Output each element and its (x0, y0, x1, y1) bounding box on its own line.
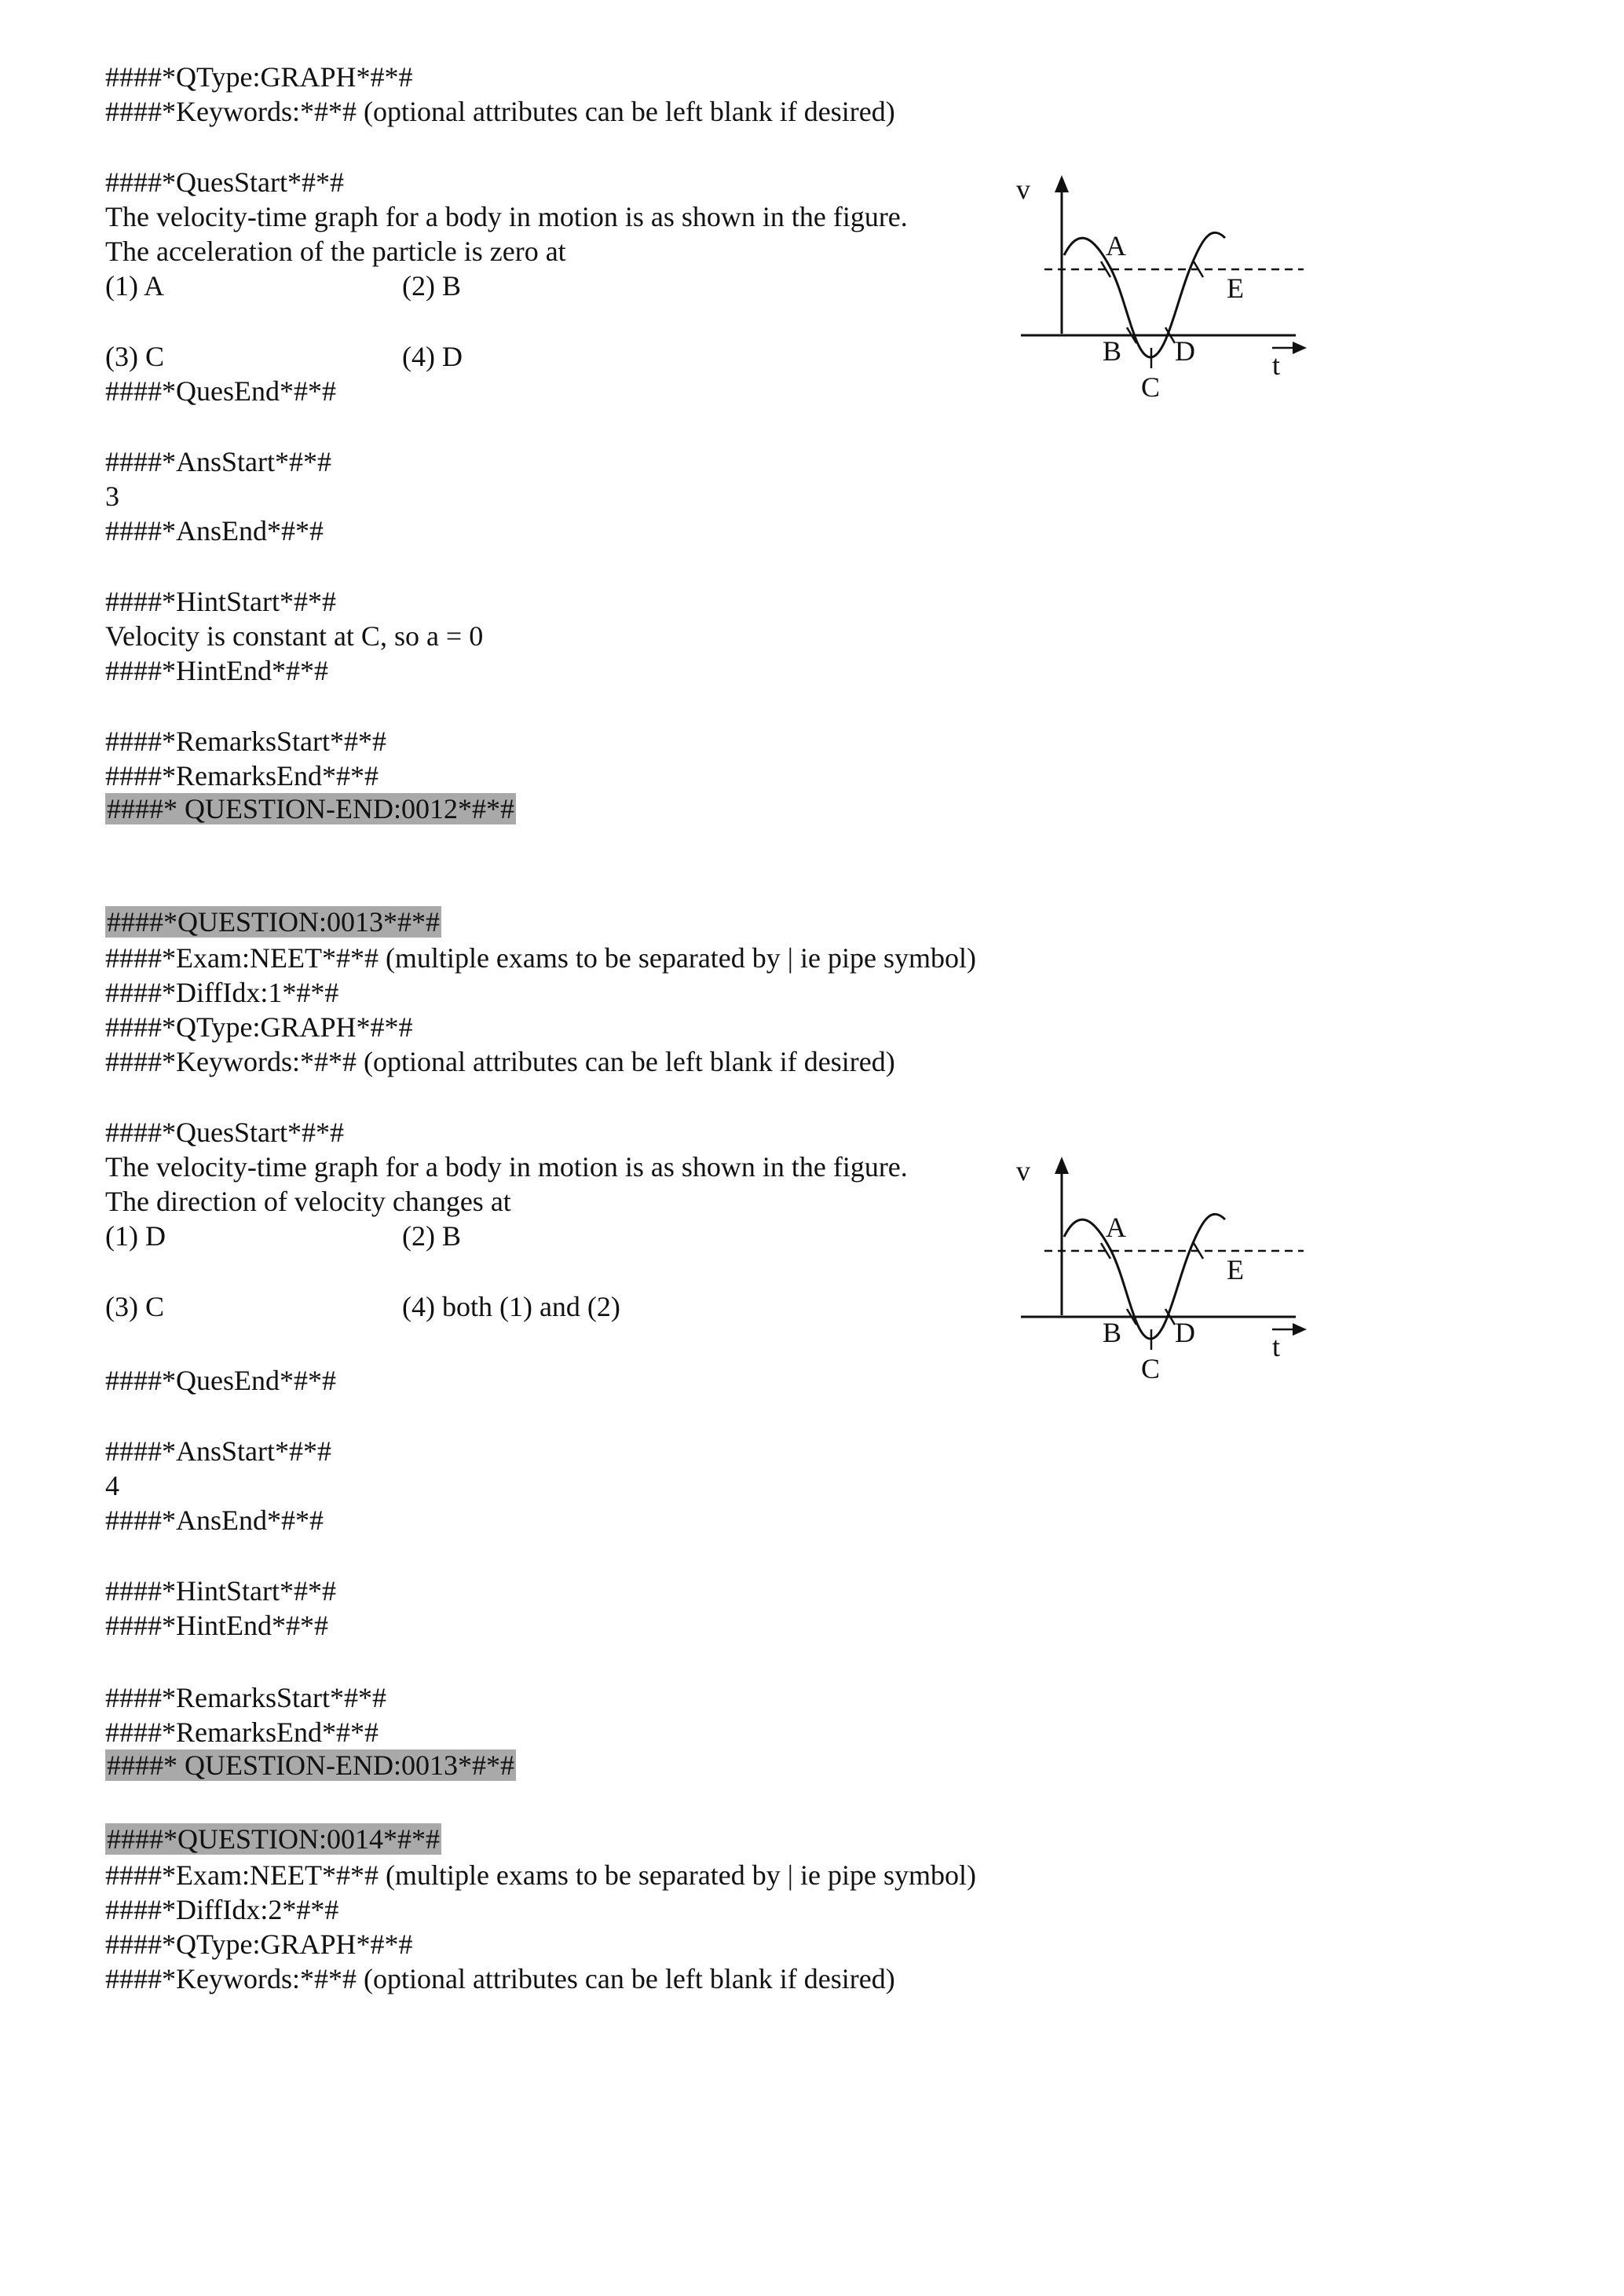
q13-option-3: (3) C (105, 1291, 164, 1322)
q13-difficulty: ####*DiffIdx:1*#*# (105, 977, 339, 1008)
q12-question-text-1: The velocity-time graph for a body in motion is as shown in the figure. (105, 201, 908, 232)
v-label: v (1016, 1155, 1030, 1186)
q13-ques-end: ####*QuesEnd*#*# (105, 1365, 336, 1396)
label-c: C (1141, 1353, 1161, 1384)
t-label: t (1272, 349, 1281, 381)
q12-option-4: (4) D (402, 341, 463, 372)
label-e: E (1227, 1254, 1244, 1285)
q13-remarks-start: ####*RemarksStart*#*# (105, 1682, 386, 1713)
q14-question-marker: ####*QUESTION:0014*#*# (107, 1823, 440, 1855)
label-c: C (1141, 371, 1161, 403)
q13-qtype: ####*QType:GRAPH*#*# (105, 1011, 413, 1043)
q13-hint-end: ####*HintEnd*#*# (105, 1610, 328, 1641)
label-b: B (1103, 1317, 1122, 1348)
q13-question-text-2: The direction of velocity changes at (105, 1186, 511, 1217)
q14-difficulty: ####*DiffIdx:2*#*# (105, 1894, 339, 1925)
t-arrow-head (1293, 342, 1307, 354)
label-d: D (1175, 335, 1195, 367)
t-label: t (1272, 1331, 1281, 1362)
label-b: B (1103, 335, 1122, 367)
q14-exam: ####*Exam:NEET*#*# (multiple exams to be separated by | ie pipe symbol) (105, 1859, 976, 1891)
q12-hint-end: ####*HintEnd*#*# (105, 655, 328, 686)
label-a: A (1106, 230, 1126, 261)
q12-ques-start: ####*QuesStart*#*# (105, 166, 344, 198)
v-axis-arrow (1055, 1157, 1069, 1174)
q14-keywords: ####*Keywords:*#*# (optional attributes can be left blank if desired) (105, 1963, 895, 1994)
label-e: E (1227, 272, 1244, 304)
q13-answer: 4 (105, 1470, 119, 1501)
q13-option-1: (1) D (105, 1220, 166, 1252)
q13-question-text-1: The velocity-time graph for a body in motion is as shown in the figure. (105, 1151, 908, 1183)
q13-question-end-marker: ####* QUESTION-END:0013*#*# (107, 1749, 514, 1781)
q12-hint: Velocity is constant at C, so a = 0 (105, 620, 484, 652)
q12-remarks-start: ####*RemarksStart*#*# (105, 726, 386, 757)
q12-remarks-end: ####*RemarksEnd*#*# (105, 760, 379, 792)
q12-question-end-marker: ####* QUESTION-END:0012*#*# (107, 793, 514, 824)
q12-keywords: ####*Keywords:*#*# (optional attributes can be left blank if desired) (105, 96, 895, 127)
label-d: D (1175, 1317, 1195, 1348)
q13-question-marker: ####*QUESTION:0013*#*# (107, 906, 440, 938)
q12-option-3: (3) C (105, 341, 164, 372)
v-label: v (1016, 174, 1030, 205)
q12-answer: 3 (105, 481, 119, 512)
q12-qtype: ####*QType:GRAPH*#*# (105, 61, 413, 93)
q13-ans-end: ####*AnsEnd*#*# (105, 1504, 324, 1536)
q13-ans-start: ####*AnsStart*#*# (105, 1435, 331, 1467)
velocity-curve (1064, 1214, 1225, 1339)
q13-remarks-end: ####*RemarksEnd*#*# (105, 1717, 379, 1748)
q13-keywords: ####*Keywords:*#*# (optional attributes can be left blank if desired) (105, 1046, 895, 1077)
v-axis-arrow (1055, 175, 1069, 192)
q12-ans-end: ####*AnsEnd*#*# (105, 515, 324, 547)
q13-ques-start: ####*QuesStart*#*# (105, 1117, 344, 1148)
q13-exam: ####*Exam:NEET*#*# (multiple exams to be separated by | ie pipe symbol) (105, 942, 976, 974)
q12-hint-start: ####*HintStart*#*# (105, 586, 336, 617)
q13-option-4: (4) both (1) and (2) (402, 1291, 620, 1322)
q12-velocity-time-graph (1005, 169, 1319, 420)
velocity-curve (1064, 232, 1225, 357)
q13-hint-start: ####*HintStart*#*# (105, 1575, 336, 1607)
q12-option-2: (2) B (402, 270, 461, 302)
q13-velocity-time-graph (1005, 1150, 1319, 1402)
q12-question-text-2: The acceleration of the particle is zero at (105, 236, 566, 267)
label-a: A (1106, 1212, 1126, 1243)
q12-ques-end: ####*QuesEnd*#*# (105, 375, 336, 407)
q12-ans-start: ####*AnsStart*#*# (105, 446, 331, 477)
q13-option-2: (2) B (402, 1220, 461, 1252)
q14-qtype: ####*QType:GRAPH*#*# (105, 1929, 413, 1960)
q12-option-1: (1) A (105, 270, 164, 302)
t-arrow-head (1293, 1323, 1307, 1336)
